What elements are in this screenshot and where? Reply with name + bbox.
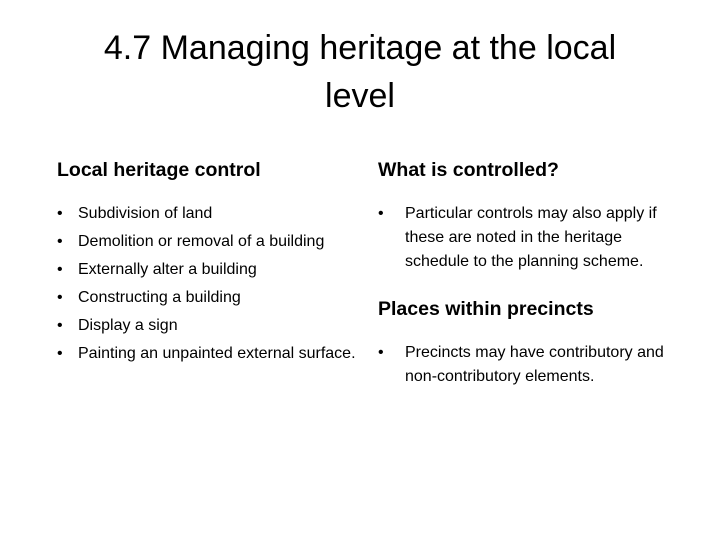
list-item-text: Demolition or removal of a building [78,233,325,250]
right-column [378,155,688,389]
local-heritage-control-heading: Local heritage control [57,159,261,181]
list-item [57,258,357,282]
right-bullet-list-2 [378,341,688,389]
left-bullet-list [57,202,357,366]
bullet-icon: • [57,317,63,334]
list-item-text: Subdivision of land [78,205,213,222]
bullet-icon: • [57,345,63,362]
list-item-text: Externally alter a building [78,261,257,278]
list-item [378,202,688,274]
list-item-text: Display a sign [78,317,178,334]
right-bullet-list-1 [378,202,688,274]
bullet-icon: • [57,289,63,306]
title-line-1: 4.7 Managing heritage at the local [103,29,617,67]
title-line-2: level [325,77,395,115]
bullet-icon: • [57,261,63,278]
list-item [378,341,688,389]
list-item [57,314,357,338]
list-item [57,202,357,226]
list-item [57,230,357,254]
bullet-icon: • [378,205,384,222]
list-item-text: Painting an unpainted external surface. [78,345,356,362]
list-item-text: Particular controls may also apply if these are noted in the heritage schedule to the planning scheme. [405,205,657,270]
list-item [57,342,357,366]
places-within-precincts-heading: Places within precincts [378,298,594,320]
slide-title [60,24,660,120]
bullet-icon: • [378,344,384,361]
list-item [57,286,357,310]
bullet-icon: • [57,205,63,222]
bullet-icon: • [57,233,63,250]
left-column [57,155,357,370]
list-item-text: Constructing a building [78,289,241,306]
list-item-text: Precincts may have contributory and non-contributory elements. [405,344,664,385]
what-is-controlled-heading: What is controlled? [378,159,559,181]
